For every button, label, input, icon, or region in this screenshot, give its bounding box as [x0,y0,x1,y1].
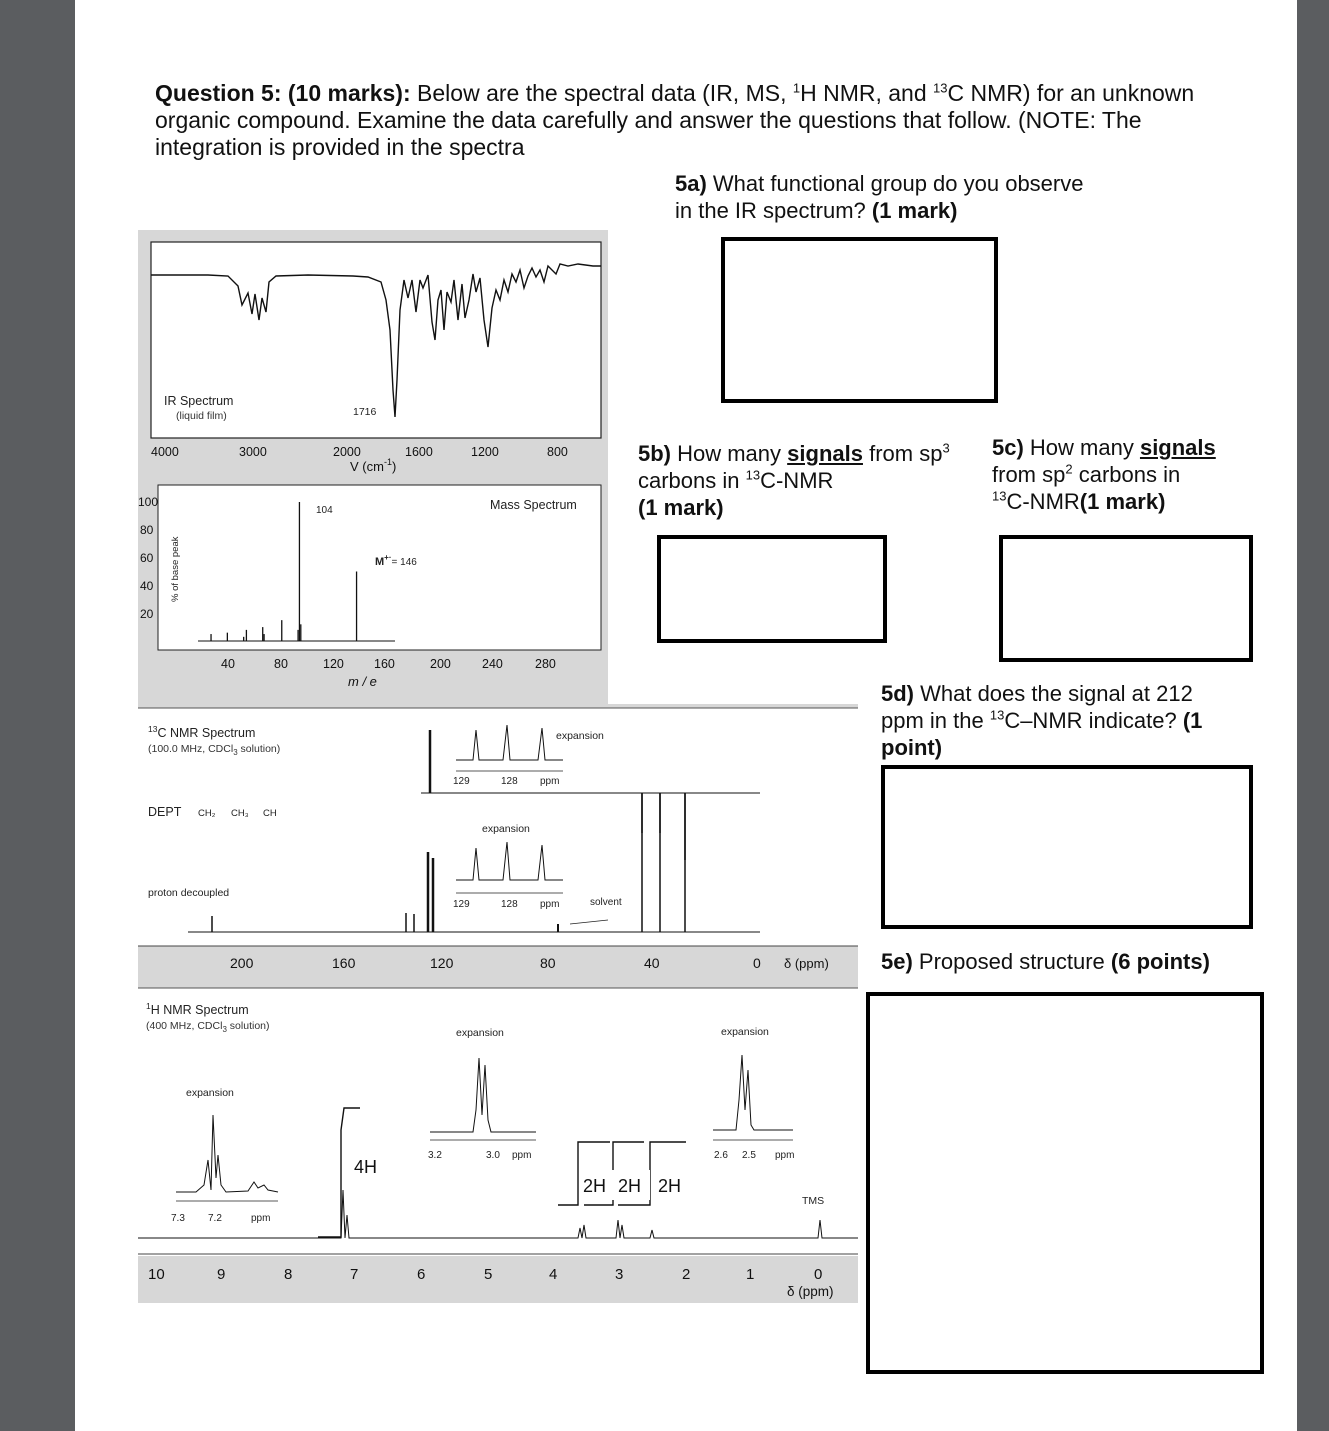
ms-xtick-40: 40 [221,657,235,671]
q5b-label: 5b) [638,441,671,466]
q5c-text1: How many [1023,435,1140,460]
question-5a [675,170,1105,224]
q5c-marks: (1 mark) [1079,489,1166,514]
ms-peak-label: 104 [316,505,333,516]
answer-box-5d[interactable] [881,765,1253,929]
q5c-label: 5c) [992,435,1024,460]
c13-xtick-80: 80 [540,955,556,971]
h1-xtick-6: 6 [417,1266,426,1283]
ms-ytick-100: 100 [138,495,159,509]
h1-xtick-0: 0 [814,1266,823,1283]
c13-xtick-40: 40 [644,955,660,971]
ms-xtick-200: 200 [430,657,451,671]
q5d-label: 5d) [881,681,914,706]
question-5d [881,680,1241,761]
spectra-figure [138,230,858,1303]
dept-ch2-label: CH₂ [198,808,216,819]
h1-xunit: δ (ppm) [787,1284,834,1299]
h1-title [146,1001,249,1017]
ir-tick-3000: 3000 [239,445,267,459]
question-sup-1: 1 [792,80,801,96]
q5a-text: What functional group do you observe in the IR spectrum? [675,171,1084,223]
ms-mplus-sup: +· [384,553,392,562]
h1-exp2-tick-ppm: ppm [512,1150,532,1161]
h1-xtick-8: 8 [284,1266,293,1283]
h1-xtick-10: 10 [148,1266,165,1283]
h1-subtitle-sub: 3 [222,1025,227,1034]
c13-title [148,724,255,740]
h1-expansion-label-1: expansion [186,1087,234,1099]
ms-xtick-80: 80 [274,657,288,671]
ms-mplus: M [375,556,385,568]
question-5-text [155,80,1195,161]
c13-subtitle-sub: 3 [233,748,238,757]
h1-expansion-label-3: expansion [721,1026,769,1038]
q5b-sup: 3 [942,440,950,456]
h1-xtick-3: 3 [615,1266,624,1283]
ms-xtick-280: 280 [535,657,556,671]
c13-subtitle-text: (100.0 MHz, CDCl [148,743,234,755]
q5d-text2: C–NMR indicate? [1004,708,1183,733]
ir-tick-2000: 2000 [333,445,361,459]
dept-ch-label: CH [263,808,277,819]
q5c-signals: signals [1139,435,1216,460]
q5b-text3: carbons in [638,468,746,493]
ir-tick-800: 800 [547,445,568,459]
ms-xtick-240: 240 [482,657,503,671]
c13-xtick-0: 0 [753,955,761,971]
q5c-sup13: 13 [992,488,1007,504]
c13-title-sup: 13 [148,724,158,734]
dept-ch3-label: CH₃ [231,808,249,819]
q5e-text: Proposed structure [912,949,1111,974]
q5c-text4: C-NMR [1006,489,1080,514]
proton-decoupled-label: proton decoupled [148,887,230,899]
ir-xlabel-sup: -1 [383,457,392,467]
ms-ytick-80: 80 [140,523,154,537]
c13-xtick-160: 160 [332,955,356,971]
ir-tick-1600: 1600 [405,445,433,459]
ms-xtick-160: 160 [374,657,395,671]
q5b-sup13: 13 [745,467,761,483]
solvent-label: solvent [590,897,622,908]
h1-integration-2h-b: 2H [618,1176,642,1196]
answer-box-5e[interactable] [866,992,1264,1374]
ir-peak-label: 1716 [353,406,377,418]
ir-tick-1200: 1200 [471,445,499,459]
ms-ytick-40: 40 [140,579,154,593]
c13-subtitle-end: solution) [237,743,281,755]
h1-nmr-spectrum [138,988,858,1299]
h1-subtitle-end: solution) [226,1020,270,1032]
q5a-label: 5a) [675,171,707,196]
q5c-text3: carbons in [1072,462,1181,487]
ir-tick-4000: 4000 [151,445,179,459]
q5b-signals: signals [787,441,863,466]
question-text-c: C NMR) for an unknown organic compound. Examine the data carefully and answer the questions that follow. (NOTE: The integration is provided in the spectra [155,80,1195,160]
c13-nmr-spectrum [138,708,858,971]
ms-mplus-val: = 146 [391,557,417,568]
ms-xtick-120: 120 [323,657,344,671]
c13-exp2-tick-ppm: ppm [540,899,560,910]
h1-exp1-tick-72: 7.2 [208,1213,222,1224]
h1-tms-label: TMS [802,1195,825,1207]
h1-xtick-1: 1 [746,1266,755,1283]
q5b-text2: from sp [862,441,943,466]
h1-exp1-tick-73: 7.3 [171,1213,185,1224]
c13-xtick-200: 200 [230,955,254,971]
h1-expansion-label-2: expansion [456,1027,504,1039]
ms-xlabel: m / e [348,674,377,689]
question-5c [992,434,1252,515]
c13-exp1-tick-128: 128 [501,776,518,787]
ms-ytick-60: 60 [140,551,154,565]
dept-label: DEPT [148,805,182,819]
c13-xtick-120: 120 [430,955,454,971]
h1-xtick-5: 5 [484,1266,493,1283]
q5d-marks: (1 point) [881,708,1203,760]
h1-integration-2h-c: 2H [658,1176,682,1196]
question-sup-13: 13 [933,80,948,96]
h1-subtitle [146,1020,270,1034]
question-header: Question 5: (10 marks): [155,80,411,106]
h1-exp3-tick-25: 2.5 [742,1150,756,1161]
h1-exp2-tick-30: 3.0 [486,1150,500,1161]
h1-xtick-7: 7 [350,1266,359,1283]
c13-xunit: δ (ppm) [784,956,829,971]
answer-box-5c[interactable] [999,535,1253,662]
h1-title-text: H NMR Spectrum [150,1003,249,1017]
ir-xlabel-end: ) [391,459,397,474]
c13-exp2-tick-128: 128 [501,899,518,910]
q5b-text1: How many [671,441,788,466]
question-text-a: Below are the spectral data (IR, MS, [410,80,793,106]
c13-title-text: C NMR Spectrum [157,726,256,740]
h1-integration-4h: 4H [354,1157,378,1177]
h1-title-sup: 1 [146,1001,151,1011]
c13-exp1-tick-ppm: ppm [540,776,560,787]
q5e-label: 5e) [881,949,913,974]
c13-exp2-tick-129: 129 [453,899,470,910]
c13-subtitle [148,743,280,757]
ms-ylabel: % of base peak [170,536,181,602]
question-text-b: H NMR, and [800,80,934,106]
ms-ytick-20: 20 [140,607,154,621]
h1-exp3-tick-26: 2.6 [714,1150,728,1161]
h1-exp1-tick-ppm: ppm [251,1213,271,1224]
q5e-marks: (6 points) [1110,949,1210,974]
ms-title: Mass Spectrum [490,498,577,512]
c13-expansion-label-1: expansion [556,730,604,742]
c13-expansion-label-2: expansion [482,823,530,835]
question-5e [881,948,1261,975]
h1-subtitle-text: (400 MHz, CDCl [146,1020,223,1032]
h1-xtick-9: 9 [217,1266,226,1283]
ir-subtitle: (liquid film) [176,410,227,422]
q5d-text1: What does the signal at 212 ppm in the [881,681,1193,733]
c13-exp1-tick-129: 129 [453,776,470,787]
q5c-text2: from sp [992,462,1066,487]
ir-xlabel-text: V (cm [350,459,384,474]
worksheet-page [75,0,1297,1431]
ir-title: IR Spectrum [164,394,234,408]
q5a-marks: (1 mark) [871,198,958,223]
q5d-sup13: 13 [989,707,1005,723]
q5b-marks: (1 mark) [638,495,724,520]
h1-exp2-tick-32: 3.2 [428,1150,442,1161]
h1-exp3-tick-ppm: ppm [775,1150,795,1161]
q5b-text4: C-NMR [760,468,834,493]
h1-integration-2h-a: 2H [583,1176,607,1196]
q5c-sup: 2 [1065,461,1073,477]
h1-xtick-2: 2 [682,1266,691,1283]
h1-xtick-4: 4 [549,1266,558,1283]
